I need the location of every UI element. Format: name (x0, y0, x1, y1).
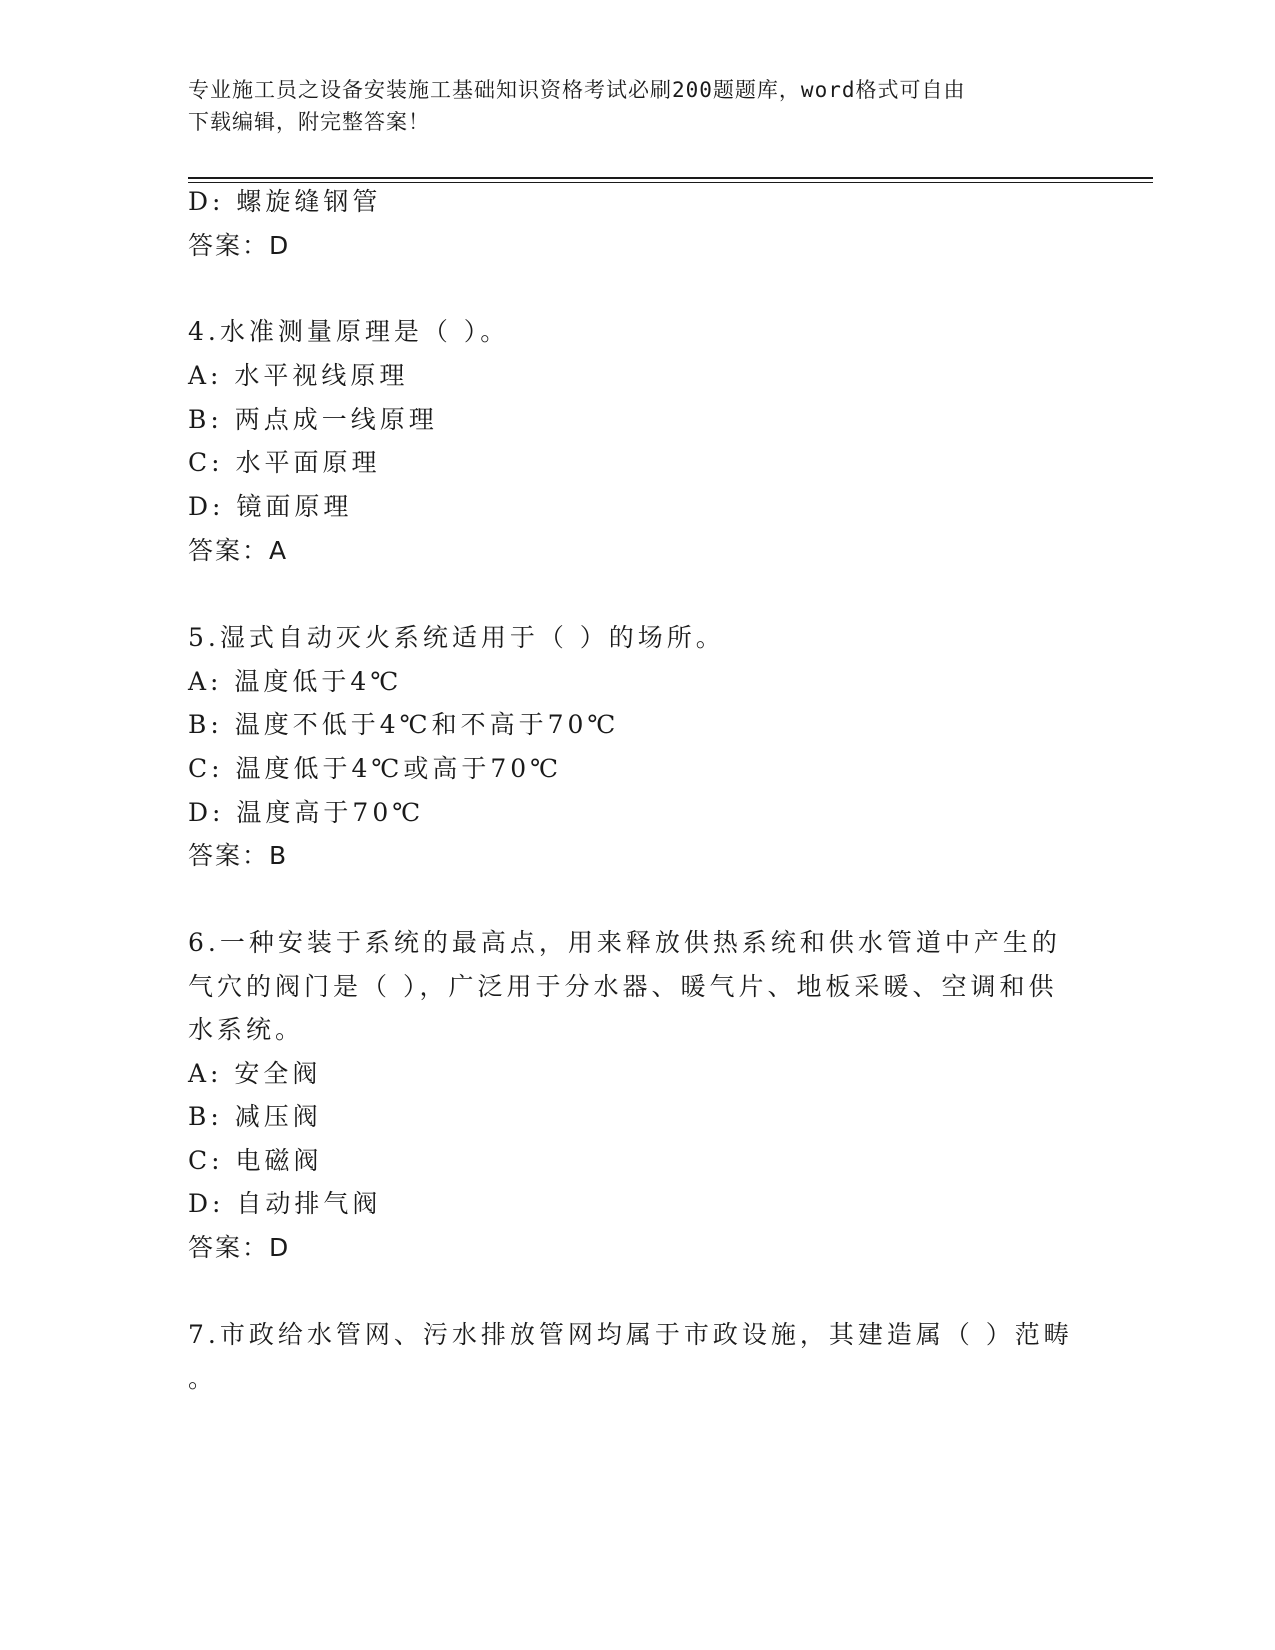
q5-option-c: C: 温度低于4℃或高于70℃ (188, 754, 563, 783)
header-divider-thick (188, 177, 1153, 179)
q6-answer: 答案：D (188, 1233, 291, 1262)
q6-option-b: B: 减压阀 (188, 1102, 322, 1131)
document-header (188, 74, 1088, 138)
q6-option-a: A: 安全阀 (188, 1059, 322, 1088)
q4-option-d: D: 镜面原理 (188, 492, 353, 521)
q5-option-d: D: 温度高于70℃ (188, 798, 425, 827)
q6-option-d: D: 自动排气阀 (188, 1189, 382, 1218)
q3-option-d: D: 螺旋缝钢管 (188, 187, 382, 216)
q5-answer: 答案：B (188, 841, 289, 870)
q7-stem-line-1: 7.市政给水管网、污水排放管网均属于市政设施，其建造属（ ）范畴 (188, 1320, 1073, 1349)
q6-stem-line-1: 6.一种安装于系统的最高点，用来释放供热系统和供水管道中产生的 (188, 928, 1061, 957)
q6-stem-line-3: 水系统。 (188, 1015, 305, 1044)
q4-stem: 4.水准测量原理是（ ）。 (188, 317, 510, 346)
q3-answer: 答案：D (188, 231, 291, 260)
q5-stem: 5.湿式自动灭火系统适用于（ ）的场所。 (188, 623, 725, 652)
q4-option-b: B: 两点成一线原理 (188, 405, 438, 434)
header-line-2: 下载编辑，附完整答案！ (188, 110, 430, 134)
q5-option-b: B: 温度不低于4℃和不高于70℃ (188, 710, 620, 739)
q4-answer: 答案：A (188, 536, 289, 565)
q6-stem-line-2: 气穴的阀门是（ ），广泛用于分水器、暖气片、地板采暖、空调和供 (188, 972, 1058, 1001)
header-divider-thin (188, 182, 1153, 183)
q5-option-a: A: 温度低于4℃ (188, 667, 403, 696)
q7-stem-line-2: 。 (188, 1364, 218, 1393)
q6-option-c: C: 电磁阀 (188, 1146, 323, 1175)
header-line-1: 专业施工员之设备安装施工基础知识资格考试必刷200题题库，word格式可自由 (188, 78, 966, 102)
q4-option-a: A: 水平视线原理 (188, 361, 409, 390)
q4-option-c: C: 水平面原理 (188, 448, 381, 477)
